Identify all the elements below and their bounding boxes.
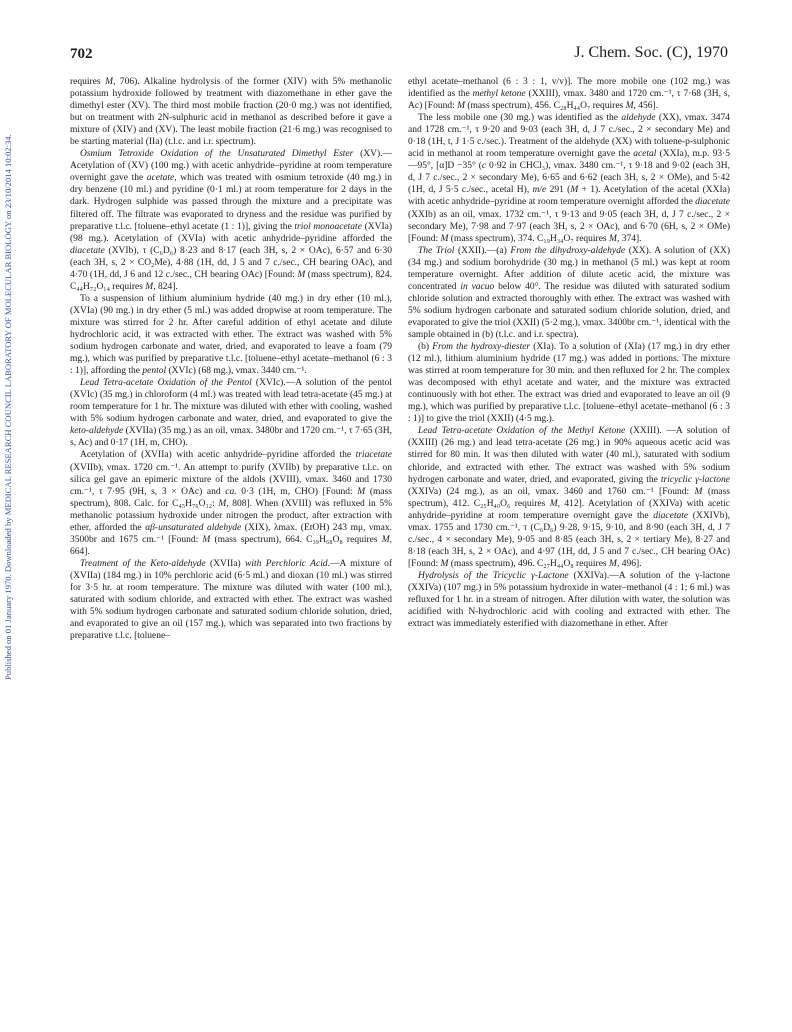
italic-text: Hydrolysis of the Tricyclic γ-Lactone [418,570,569,581]
paragraph [408,245,730,341]
download-notice: Published on 01 January 1970. Downloaded by MEDICAL RESEARCH COUNCIL LABORATORY OF MOLECULAR BIOLOGY on 23/10/2014 10:02:34. [3,134,13,680]
right-column [408,76,730,1016]
italic-text: in vacuo [460,281,495,292]
text-run: (XXIII), νmax. 3480 and 1720 cm.⁻¹, τ 7·68 (3H, s, Ac) [Found: [408,89,730,112]
italic-text: triol monoacetate [294,221,362,232]
italic-text: pentol [142,366,167,377]
italic-text: M [105,77,113,87]
italic-text: M [609,233,617,244]
text-run: , 374]. [616,233,642,244]
italic-text: Treatment of the Keto-aldehyde [80,558,206,569]
left-column [70,76,392,1016]
italic-text: M [218,498,227,509]
italic-text: M [440,558,449,569]
text-run: (mass spectrum), 412. C₂₅H₄₀O₆ requires [408,486,730,509]
italic-text: M [440,233,449,244]
text-run: 291 ( [546,185,571,196]
italic-text: M [609,558,617,569]
italic-text: M [570,185,579,196]
italic-text: triacetate [355,450,392,461]
paragraph [408,425,730,570]
italic-text: The Triol [418,245,455,256]
text-run: (XXIb) as an oil, νmax. 1732 cm.⁻¹, τ 9·13 and 9·05 (each 3H, d, J 7 c./sec., 2 × secondary Me), 7·98 and 7·97 (each 3H, s, 2 × OAc), and 6·70 (6H, s, 2 × OMe) [Found: [408,209,730,244]
text-run: , 664]. [70,534,392,557]
italic-text: M [457,101,465,112]
italic-text: diacetate [653,510,689,521]
paragraph [70,76,392,148]
text-run: requires [70,77,106,87]
italic-text: M [549,498,558,509]
text-run: , 412]. Acetylation of (XXIVa) with acetic anhydride–pyridine at room temperature overnight gave the [408,498,730,521]
italic-text: c [481,161,487,172]
text-run: (XVIc) (68 mg.), νmax. 3440 cm.⁻¹. [166,366,307,377]
text-run: (XXIII). —A solution of (XXIII) (26 mg.) and lead tetra-acetate (26 mg.) in 90% aqueous acetic acid was stirred for 80 min. It was then diluted with water (40 ml.), saturated with sodium chloride, and extracted with ether. The extract was washed with 5% sodium hydrogen carbonate and water, dried, and evaporated, giving the [408,426,730,485]
italic-text: From the dihydroxy-aldehyde [510,245,626,256]
text-run: below 40°. The residue was diluted with saturated sodium chloride solution and extracted thoroughly with ether. The extract was washed with 5% sodium hydrogen carbonate and saturated sodium chloride solution, dried, and evaporated to give the triol (XXII) (5·2 mg.), νmax. 3400br cm.⁻¹, identical with the sample obtained in (b) (t.l.c. and i.r. spectra). [408,281,730,340]
italic-text: aldehyde [621,113,656,124]
italic-text: ca. [225,486,237,497]
download-watermark [2,0,16,1032]
paragraph [408,112,730,245]
text-run: (mass spectrum), 664. C₃₉H₆₈O₈ requires [210,534,382,545]
text-run: (XVIa) (98 mg.). Acetylation of (XVIa) with acetic anhydride–pyridine afforded the [70,221,393,244]
text-run: (XXIVa).—A solution of the γ-lactone (XXIVa) (107 mg.) in 5% potassium hydroxide in water–methanol (4 : 1; 6 ml.) was refluxed for 1 hr. in a stream of nitrogen. After dilution with water, the solution was acidified with N-hydrochloric acid with cooling and extracted with ether. The extract was immediately esterified with diazomethane in ether. After [408,570,731,630]
text-run: ethyl acetate–methanol (6 : 3 : 1, v/v)]. The more mobile one (102 mg.) was identified as the [408,77,730,100]
text-run: (b) [418,342,433,353]
italic-text: acetal [633,149,657,160]
italic-text: with Perchloric Acid [244,558,328,569]
italic-text: M [625,101,634,112]
italic-text: M [381,534,390,545]
italic-text: M [145,281,154,292]
paragraph [70,148,392,293]
italic-text: αβ-unsaturated aldehyde [145,522,242,533]
page-number: 702 [70,46,93,62]
text-run: (mass spectrum), 496. C₂₇H₄₄O₈ requires [448,558,610,569]
text-run: (XX). A solution of (XX) (34 mg.) and sodium borohydride (30 mg.) in methanol (5 ml.) was kept at room temperature overnight. After addition of dilute acetic acid, the mixture was concentrated [408,245,730,292]
paragraph [408,76,730,112]
text-run: (mass spectrum), 824. C₄₄H₇₂O₁₄ requires [70,269,392,292]
paragraph [408,570,730,630]
text-run: , 706). Alkaline hydrolysis of the former (XIV) with 5% methanolic potassium hydroxide followed by treatment with diazomethane in ether gave the dimethyl ester (XV). The third most mobile fraction (20·0 mg.) was not identified, but on treatment with 2N-sulphuric acid in methanol as described before it gave a mixture of (XIV) and (XV). The least mobile fraction (21·6 mg.) was recognised to be starting material (IIa) (t.l.c. and i.r. spectrum). [70,77,392,148]
italic-text: m/e [532,185,547,196]
text-run: (XIa). To a solution of (XIa) (17 mg.) in dry ether (12 ml.), lithium aluminium hydride (17 mg.) was added in portions. The mixture was stirred at room temperature for 30 min. and then refluxed for 2 hr. The complex was decomposed with ethyl acetate and water, and the mixture was extracted continuously with hot ether. The extract was dried and evaporated to leave an oil (9 mg.), which was purified by preparative t.l.c. [toluene–ethyl acetate–methanol (6 : 3 : 1)] to give the triol (XXII) (4·5 mg.). [408,342,730,425]
text-run: , 456]. [633,101,659,112]
paragraph [70,293,392,377]
italic-text: keto-aldehyde [70,426,124,437]
article-body [70,76,730,1016]
italic-text: M [202,534,211,545]
text-run: (XX), νmax. 3474 and 1728 cm.⁻¹, τ 9·20 and 9·03 (each 3H, d, J 7 c./sec., 2 × secondary Me) and 0·18 (1H, t, J 1·5 c./sec.). Treatment of the aldehyde (XX) with toluene-p-sulphonic acid in methanol at room temperature overnight gave the [408,113,731,160]
text-run: (XXIVa) (24 mg.), as an oil, νmax. 3460 and 1760 cm.⁻¹ [Found: [408,486,695,497]
text-run: (XXII).—(a) [454,245,511,256]
text-run: (XIX), λmax. (EtOH) 243 mμ, νmax. 3500br and 1675 cm.⁻¹ [Found: [70,522,392,545]
italic-text: methyl ketone [472,89,526,100]
italic-text: M [694,486,703,497]
italic-text: diacetate [70,245,105,256]
text-run: (XVIIb), νmax. 1720 cm.⁻¹. An attempt to purify (XVIIb) by preparative t.l.c. on silica gel gave an epimeric mixture of the aldols (XVIII), νmax. 3460 and 1730 cm.⁻¹, τ 7·95 (9H, s, 3 × OAc) and [70,462,392,497]
text-run: 0·3 (1H, m, CHO) [Found: [236,486,358,497]
text-run: (mass spectrum), 808. Calc. for C₄₅H₇₆O₁₂: [70,486,392,509]
paragraph [70,449,392,557]
text-run: The less mobile one (30 mg.) was identified as the [418,113,622,124]
italic-text: Osmium Tetroxide Oxidation of the Unsaturated Dimethyl Ester [80,149,354,160]
text-run: .—A mixture of (XVIIa) (184 mg.) in 10% perchloric acid (6·5 ml.) and dioxan (10 ml.) was stirred for 3·5 hr. at room temperature. The mixture was diluted with water (100 ml.), saturated with sodium chloride, and extracted with ether. The extract was washed with 5% sodium hydrogen carbonate and saturated sodium chloride solution, dried, and evaporated to give an oil (157 mg.), which was separated into two fractions by preparative t.l.c. [toluene– [70,558,392,642]
text-run: (XVIb), τ (C₆D₆) 8·23 and 8·17 (each 3H, s, 2 × OAc), 6·57 and 6·30 (each 3H, s, 2 × CO₂Me), 4·88 (1H, dd, J 5 and 7 c./sec., CH bearing OAc), and 4·70 (1H, dd, J 6 and 12 c./sec., CH bearing OAc) [Found: [70,245,392,280]
italic-text: acetate [146,173,175,184]
italic-text: tricyclic γ-lactone [660,474,730,485]
journal-running-head: J. Chem. Soc. (C), 1970 [574,44,728,61]
text-run: , 496]. [616,558,642,569]
italic-text: M [357,486,366,497]
paragraph [408,341,730,425]
text-run: (XXIa), m.p. 93·5—95°, [α]D −35° ( [408,149,730,172]
italic-text: M [297,269,306,280]
italic-text: Lead Tetra-acetate Oxidation of the Pentol [80,378,252,389]
paragraph [70,377,392,449]
italic-text: Lead Tetra-acetate Oxidation of the Methyl Ketone [418,426,626,437]
italic-text: diacetate [695,197,730,208]
text-run: To a suspension of lithium aluminium hydride (40 mg.) in dry ether (10 ml.), (XVIa) (90 mg.) in dry ether (5 ml.) was added dropwise at room temperature. The mixture was stirred for 2 hr. After careful addition of ethyl acetate and dilute hydrochloric acid, it was extracted with ether. The extract was washed with 5% sodium hydrogen carbonate and water, dried, and evaporated to leave a foam (79 mg.), which was purified by preparative t.l.c. [toluene–ethyl acetate–methanol (6 : 3 : 1)], affording the [70,293,392,377]
text-run: (XXIVb), νmax. 1755 and 1730 cm.⁻¹, τ (C₆D₆) 9·28, 9·15, 9·10, and 8·90 (each 3H, d, J 7 c./sec., 4 × secondary Me), 9·05 and 8·85 (each 3H, s, 2 × tertiary Me), 8·27 and 8·18 (each 3H, s, 2 × OAc), and 4·97 (1H, dd, J 5 and 7 c./sec., CH bearing OAc) [Found: [408,510,730,569]
text-run: , 824]. [153,281,178,292]
text-run: (mass spectrum), 456. C₂₈H₄₄O₇ requires [465,101,626,112]
italic-text: From the hydroxy-diester [432,342,531,353]
text-run: (XVIIa) (35 mg.) as an oil, νmax. 3480br and 1720 cm.⁻¹, τ 7·65 (3H, s, Ac) and 0·17 (1H, m, CHO). [70,426,393,449]
paragraph [70,558,392,642]
text-run: , 808]. When (XVIII) was refluxed in 5% methanolic potassium hydroxide under nitrogen the product, after extraction with ether, afforded the [70,498,392,533]
text-run: (mass spectrum), 374. C₁₉H₃₄O₇ requires [448,233,610,244]
text-run: + 1). Acetylation of the acetal (XXIa) with acetic anhydride–pyridine at room temperature overnight afforded the [408,185,730,208]
text-run: (XVIc).—A solution of the pentol (XVIc) (35 mg.) in chloroform (4 ml.) was treated with lead tetra-acetate (45 mg.) at room temperature for 1 hr. The mixture was diluted with ether with cooling, washed with 5% sodium hydrogen carbonate and water, dried, and evaporated to give the [70,378,392,425]
text-run: (XV).—Acetylation of (XV) (100 mg.) with acetic anhydride–pyridine at room temperature overnight gave the [70,149,392,184]
text-run: (XVIIa) [205,558,245,569]
text-run: 0·92 in CHCl₃), νmax. 3480 cm.⁻¹, τ 9·18 and 9·02 (each 3H, d, J 7 c./sec., 2 × secondary Me), 6·65 and 6·62 (each 3H, s, 2 × OMe), and 5·42 (1H, d, J 5·5 c./sec., acetal H), [408,161,730,196]
text-run: Acetylation of (XVIIa) with acetic anhydride–pyridine afforded the [80,450,356,461]
text-run: , which was treated with osmium tetroxide (40 mg.) in dry benzene (10 ml.) and pyridine (0·1 ml.) at room temperature for 2 days in the dark. Hydrogen sulphide was passed through the mixture and a precipitate was filtered off. The filtrate was evaporated to dryness and the residue was purified by preparative t.l.c. [toluene–ethyl acetate (1 : 1)], giving the [70,173,392,232]
